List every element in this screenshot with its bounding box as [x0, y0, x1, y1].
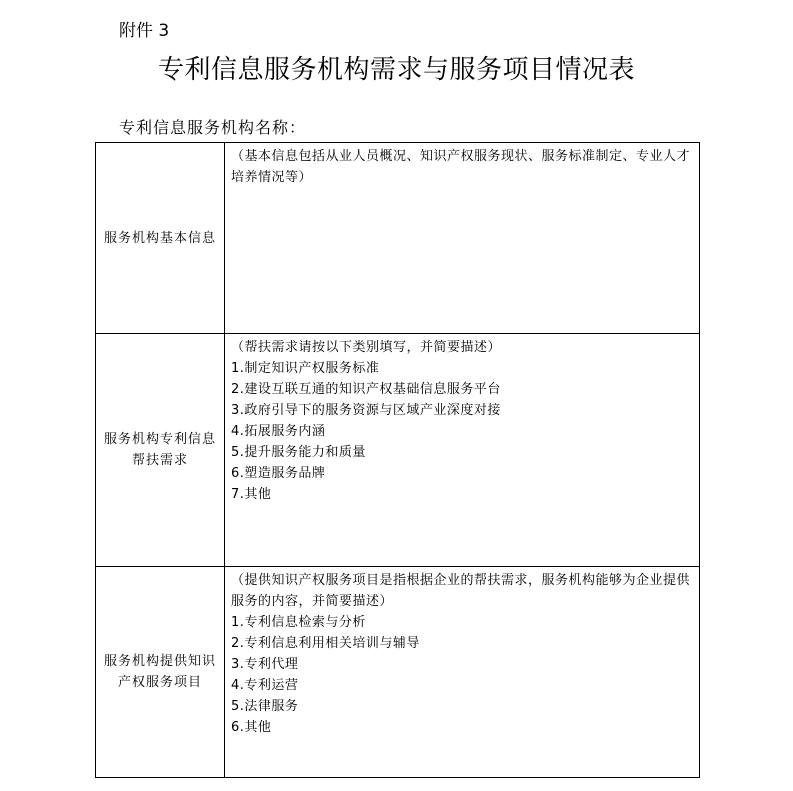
list-item: 7.其他 — [231, 487, 272, 502]
list-item: 6.塑造服务品牌 — [231, 466, 326, 481]
list-item: 2.专利信息利用相关培训与辅导 — [231, 636, 420, 651]
basic-info-note: （基本信息包括从业人员概况、知识产权服务现状、服务标准制定、专业人才培养情况等） — [231, 149, 691, 185]
support-needs-note: （帮扶需求请按以下类别填写，并简要描述） — [231, 340, 502, 355]
basic-info-field[interactable] — [225, 143, 700, 334]
list-item: 5.法律服务 — [231, 699, 299, 714]
table-row-basic-info — [96, 143, 700, 334]
service-items-field[interactable] — [225, 567, 700, 778]
org-name-label: 专利信息服务机构名称： — [119, 118, 307, 137]
list-item: 3.政府引导下的服务资源与区域产业深度对接 — [231, 403, 501, 418]
support-needs-field[interactable] — [225, 334, 700, 567]
service-items-note: （提供知识产权服务项目是指根据企业的帮扶需求，服务机构能够为企业提供服务的内容，并简要描述） — [231, 573, 691, 609]
list-item: 2.建设互联互通的知识产权基础信息服务平台 — [231, 382, 501, 397]
list-item: 4.拓展服务内涵 — [231, 424, 326, 439]
attachment-number: 附件 3 — [119, 21, 170, 41]
list-item: 5.提升服务能力和质量 — [231, 445, 366, 460]
list-item: 3.专利代理 — [231, 657, 299, 672]
info-table — [95, 142, 700, 778]
list-item: 1.专利信息检索与分析 — [231, 615, 366, 630]
list-item: 6.其他 — [231, 720, 272, 735]
row-label-support-needs: 服务机构专利信息帮扶需求 — [96, 334, 225, 567]
table-row-support-needs — [96, 334, 700, 567]
table-row-service-items — [96, 567, 700, 778]
list-item: 1.制定知识产权服务标准 — [231, 361, 380, 376]
row-label-service-items: 服务机构提供知识产权服务项目 — [96, 567, 225, 778]
document-title: 专利信息服务机构需求与服务项目情况表 — [157, 55, 635, 85]
row-label-basic-info: 服务机构基本信息 — [96, 143, 225, 334]
list-item: 4.专利运营 — [231, 678, 299, 693]
